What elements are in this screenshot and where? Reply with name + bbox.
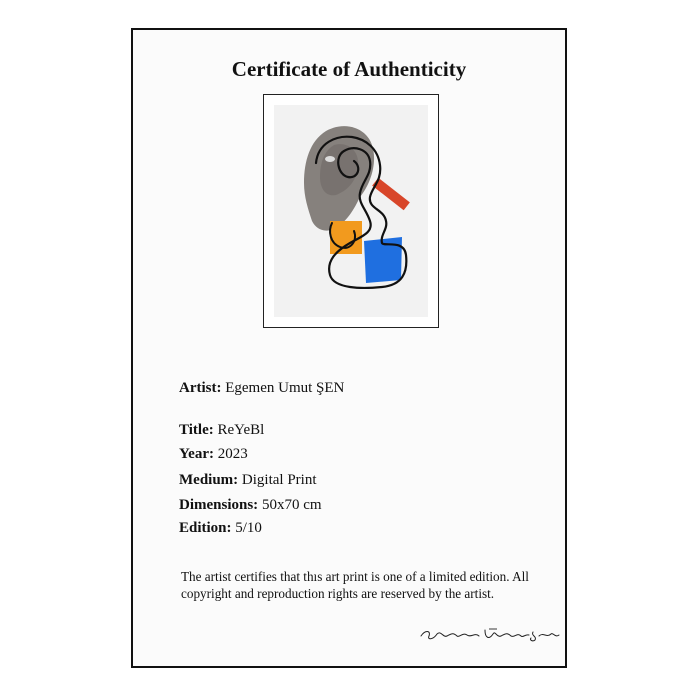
artwork-eye xyxy=(325,156,335,162)
field-title-value: ReYeBl xyxy=(217,422,265,438)
certificate xyxy=(131,28,567,668)
field-medium-label: Medium: xyxy=(179,472,239,488)
field-edition xyxy=(179,520,262,537)
field-artist-label: Artist: xyxy=(179,380,222,396)
artwork-mat xyxy=(274,105,428,317)
artist-signature xyxy=(419,620,561,648)
artwork-image xyxy=(274,105,428,317)
artwork-frame xyxy=(263,94,439,328)
authenticity-statement: The artist certifies that thıs art print is one of a limited edition. All copyright and reproduction rights are reserved by the artist. xyxy=(181,569,529,601)
field-artist xyxy=(179,380,344,397)
field-edition-label: Edition: xyxy=(179,520,232,536)
field-year xyxy=(179,446,248,463)
field-edition-value: 5/10 xyxy=(235,520,262,536)
field-dimensions xyxy=(179,497,322,514)
certificate-title: Certificate of Authenticity xyxy=(231,57,467,81)
field-year-label: Year: xyxy=(179,446,214,462)
field-title xyxy=(179,422,264,439)
field-dimensions-label: Dimensions: xyxy=(179,497,259,513)
field-title-label: Title: xyxy=(179,422,214,438)
field-medium xyxy=(179,472,317,489)
field-dimensions-value: 50x70 cm xyxy=(261,497,322,513)
field-year-value: 2023 xyxy=(217,446,248,462)
artwork-orange-square xyxy=(330,221,362,254)
field-medium-value: Digital Print xyxy=(241,472,317,488)
field-artist-value: Egemen Umut ŞEN xyxy=(225,380,345,396)
